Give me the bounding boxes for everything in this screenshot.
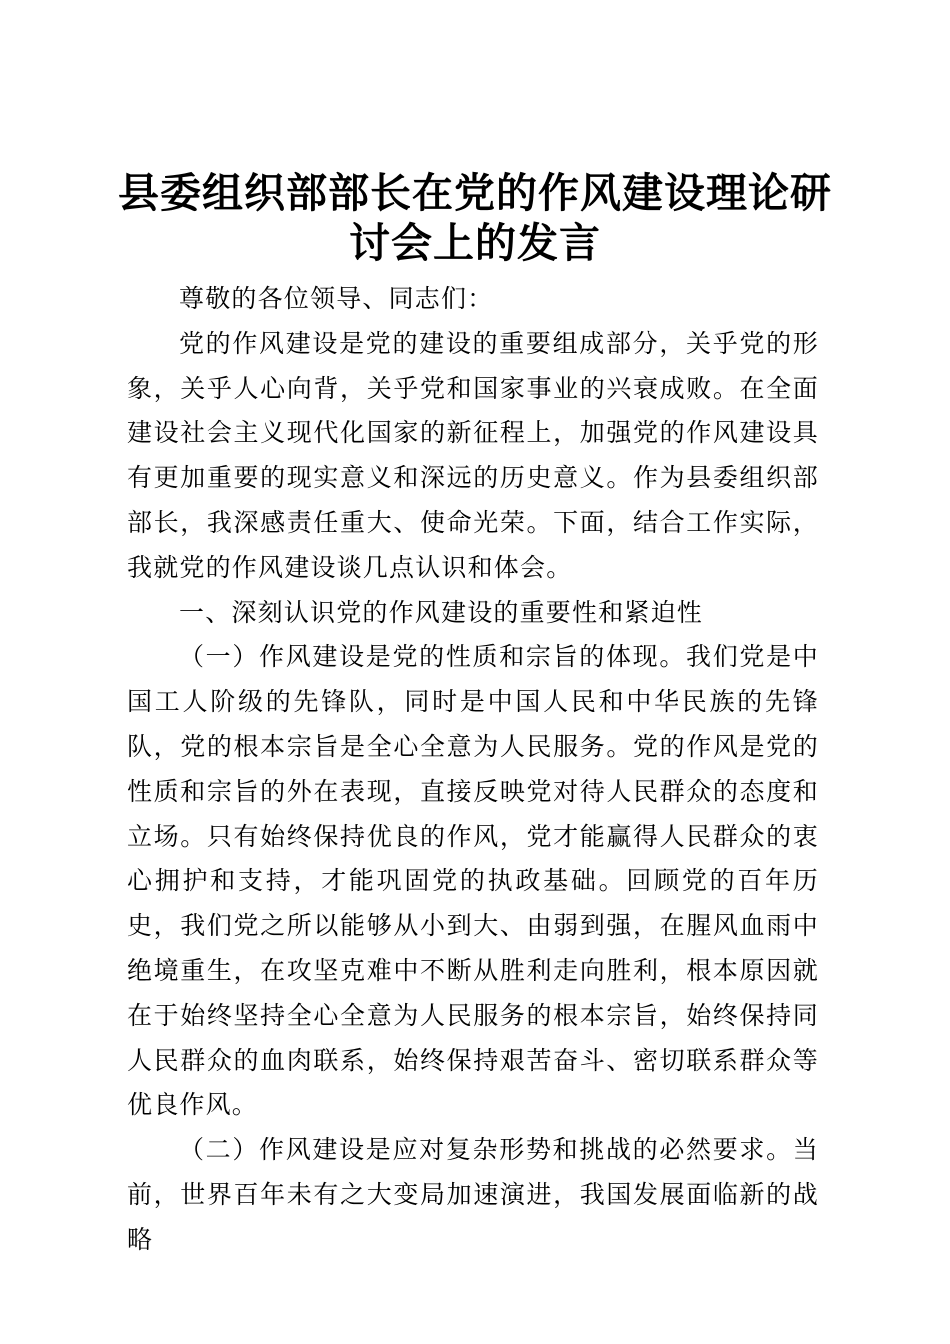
subsection-paragraph-1: （一）作风建设是党的性质和宗旨的体现。我们党是中国工人阶级的先锋队，同时是中国人民和中华民族的先锋队，党的根本宗旨是全心全意为人民服务。党的作风是党的性质和宗旨的外在表现，直接反映党对待人民群众的态度和立场。只有始终保持优良的作风，党才能赢得人民群众的衷心拥护和支持，才能巩固党的执政基础。回顾党的百年历史，我们党之所以能够从小到大、由弱到强，在腥风血雨中绝境重生，在攻坚克难中不断从胜利走向胜利，根本原因就在于始终坚持全心全意为人民服务的根本宗旨，始终保持同人民群众的血肉联系，始终保持艰苦奋斗、密切联系群众等优良作风。 [127,642,819,1120]
document-title: 县委组织部部长在党的作风建设理论研讨会上的发言 [118,169,832,267]
intro-paragraph: 党的作风建设是党的建设的重要组成部分，关乎党的形象，关乎人心向背，关乎党和国家事业的兴衰成败。在全面建设社会主义现代化国家的新征程上，加强党的作风建设具有更加重要的现实意义和深远的历史意义。作为县委组织部部长，我深感责任重大、使命光荣。下面，结合工作实际，我就党的作风建设谈几点认识和体会。 [127,328,819,582]
document-body [127,277,819,1263]
salutation: 尊敬的各位领导、同志们： [179,284,494,313]
section-heading: 一、深刻认识党的作风建设的重要性和紧迫性 [179,597,704,627]
subsection-paragraph-2: （二）作风建设是应对复杂形势和挑战的必然要求。当前，世界百年未有之大变局加速演进，我国发展面临新的战略 [127,1135,819,1254]
